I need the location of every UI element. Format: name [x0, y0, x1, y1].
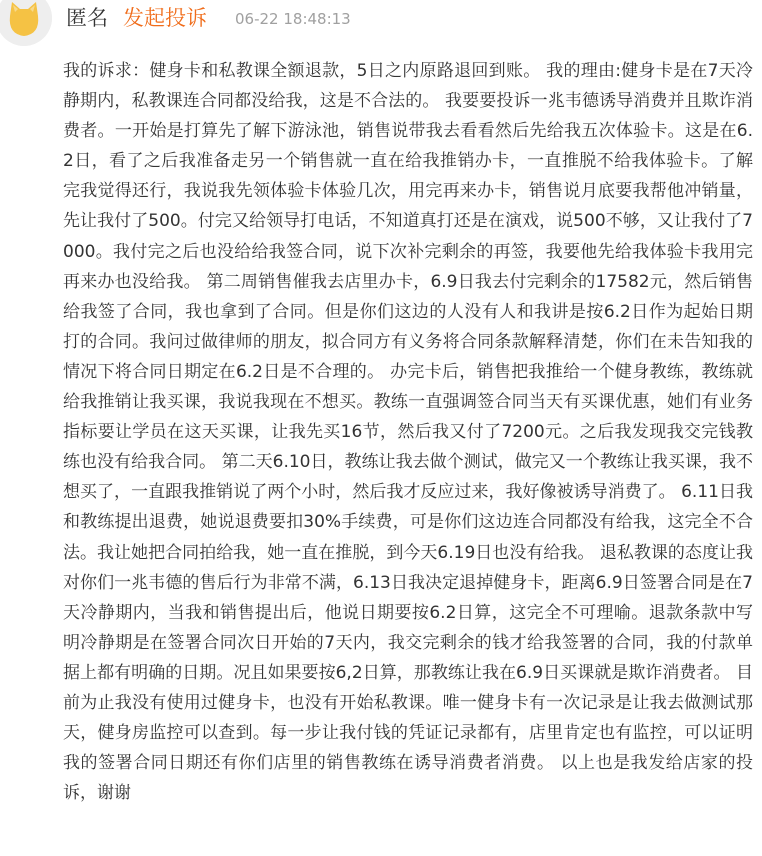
- user-name[interactable]: 匿名: [66, 6, 108, 30]
- file-complaint-link[interactable]: 发起投诉: [123, 6, 207, 30]
- post-header: [0, 0, 762, 40]
- post-timestamp: 06-22 18:48:13: [235, 10, 351, 28]
- complaint-body-text: 我的诉求：健身卡和私教课全额退款，5日之内原路退回到账。 我的理由:健身卡是在7天冷静期内，私教课连合同都没给我，这是不合法的。 我要要投诉一兆韦德诱导消费并且欺诈消费者。一开始是打算先了解下游泳池，销售说带我去看看然后先给我五次体验卡。这是在6.2日，看了之后我准备走另一个销售就一直在给我推销办卡，一直推脱不给我体验卡。了解完我觉得还行，我说我先领体验卡体验几次，用完再来办卡，销售说月底要我帮他冲销量，先让我付了500。付完又给领导打电话，不知道真打还是在演戏，说500不够，又让我付了7000。我付完之后也没给给我签合同，说下次补完剩余的再签，我要他先给我体验卡我用完再来办也没给我。 第二周销售催我去店里办卡，6.9日我去付完剩余的17582元，然后销售给我签了合同，我也拿到了合同。但是你们这边的人没有人和我讲是按6.2日作为起始日期打的合同。我问过做律师的朋友，拟合同方有义务将合同条款解释清楚，你们在未告知我的情况下将合同日期定在6.2日是不合理的。 办完卡后，销售把我推给一个健身教练，教练就给我推销让我买课，我说我现在不想买。教练一直强调签合同当天有买课优惠，她们有业务指标要让学员在这天买课，让我先买16节，然后我又付了7200元。之后我发现我交完钱教练也没有给我合同。 第二天6.10日，教练让我去做个测试，做完又一个教练让我买课，我不想买了，一直跟我推销说了两个小时，然后我才反应过来，我好像被诱导消费了。 6.11日我和教练提出退费，她说退费要扣30%手续费，可是你们这边连合同都没有给我，这完全不合法。我让她把合同拍给我，她一直在推脱，到今天6.19日也没有给我。 退私教课的态度让我对你们一兆韦德的售后行为非常不满，6.13日我决定退掉健身卡，距离6.9日签署合同是在7天冷静期内，当我和销售提出后，他说日期要按6.2日算，这完全不可理喻。退款条款中写明冷静期是在签署合同次日开始的7天内，我交完剩余的钱才给我签署的合同，我的付款单据上都有明确的日期。况且如果要按6,2日算，那教练让我在6.9日买课就是欺诈消费者。 目前为止我没有使用过健身卡，也没有开始私教课。唯一健身卡有一次记录是让我去做测试那天，健身房监控可以查到。每一步让我付钱的凭证记录都有，店里肯定也有监控，可以证明我的签署合同日期还有你们店里的销售教练在诱导消费者消费。 以上也是我发给店家的投诉，谢谢: [63, 61, 753, 804]
- cat-avatar-icon: [0, 0, 52, 46]
- avatar[interactable]: [0, 0, 52, 46]
